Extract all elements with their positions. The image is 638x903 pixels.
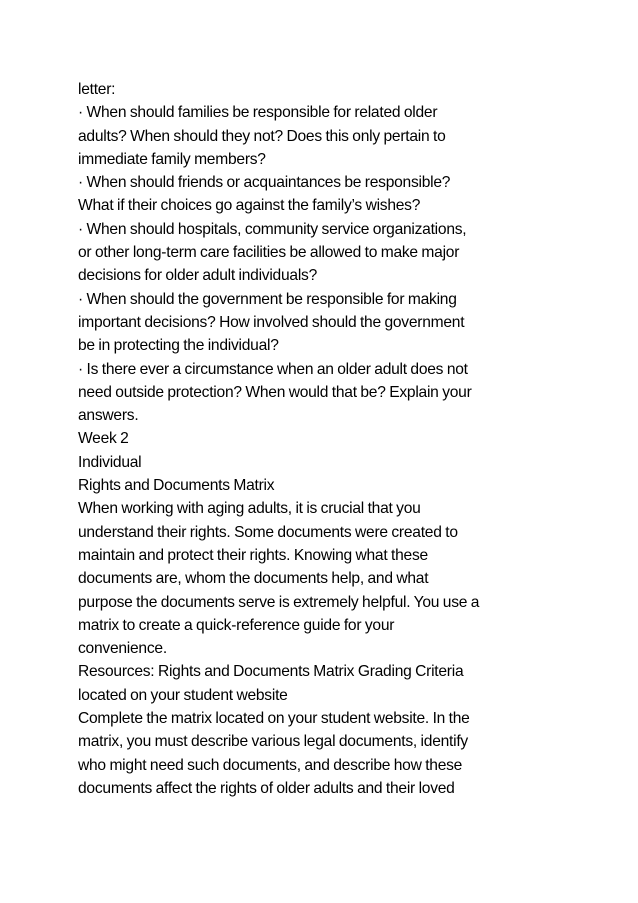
text-line: immediate family members? [78, 150, 266, 168]
text-line: What if their choices go against the family’s wishes? [78, 197, 421, 215]
text-line: maintain and protect their rights. Knowing what these [78, 546, 428, 564]
bullet-line: · Is there ever a circumstance when an older adult does not [78, 360, 468, 378]
week-heading: Week 2 [78, 430, 129, 448]
text-line: adults? When should they not? Does this only pertain to [78, 127, 446, 145]
text-line: convenience. [78, 640, 167, 658]
bullet-line: · When should families be responsible for related older [78, 104, 438, 122]
text-line: be in protecting the individual? [78, 337, 279, 355]
text-line: documents affect the rights of older adults and their loved [78, 779, 455, 797]
text-line: who might need such documents, and describe how these [78, 756, 463, 774]
document-page [78, 78, 558, 800]
text-line: letter: [78, 81, 116, 98]
text-line: important decisions? How involved should the government [78, 313, 465, 331]
resources-line: Resources: Rights and Documents Matrix Grading Criteria [78, 663, 464, 681]
text-line: Complete the matrix located on your student website. In the [78, 710, 470, 728]
bullet-line: · When should hospitals, community service organizations, [78, 220, 467, 238]
bullet-line: · When should friends or acquaintances be responsible? [78, 174, 451, 192]
assignment-type: Individual [78, 453, 142, 471]
text-line: When working with aging adults, it is crucial that you [78, 500, 421, 518]
text-line: matrix to create a quick-reference guide for your [78, 616, 395, 634]
text-line: understand their rights. Some documents were created to [78, 523, 458, 541]
text-line: located on your student website [78, 686, 288, 704]
text-line: documents are, whom the documents help, and what [78, 570, 429, 588]
bullet-line: · When should the government be responsible for making [78, 290, 457, 308]
text-line: purpose the documents serve is extremely helpful. You use a [78, 593, 480, 611]
assignment-title: Rights and Documents Matrix [78, 477, 275, 495]
text-line: matrix, you must describe various legal documents, identify [78, 733, 468, 751]
text-line: need outside protection? When would that be? Explain your [78, 383, 472, 401]
text-line: or other long-term care facilities be allowed to make major [78, 244, 460, 262]
text-line: answers. [78, 407, 139, 425]
text-line: decisions for older adult individuals? [78, 267, 318, 285]
